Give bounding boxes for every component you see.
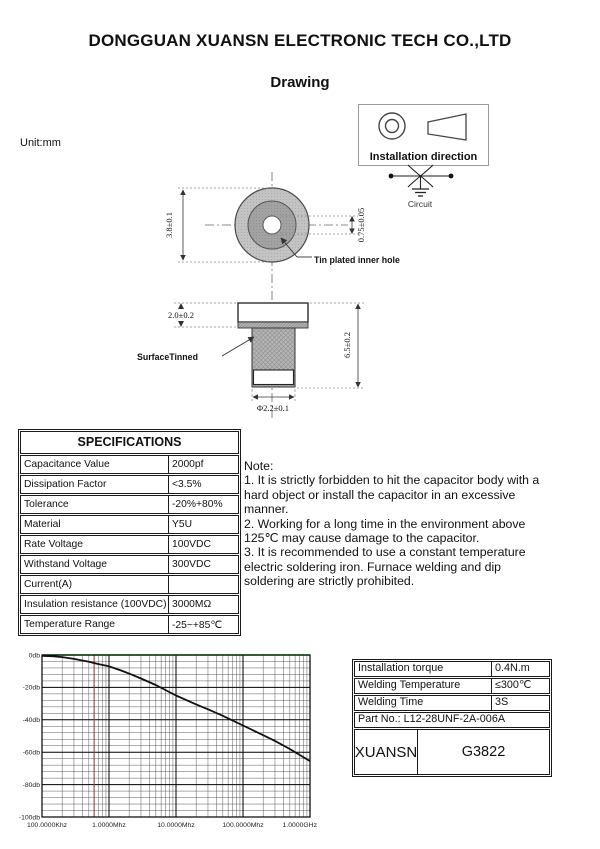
company-title: DONGGUAN XUANSN ELECTRONIC TECH CO.,LTD (88, 31, 512, 50)
table-row: Welding Time 3S (354, 695, 550, 711)
table-row: Current(A) (20, 575, 239, 594)
capacitor-technical-drawing (130, 100, 490, 422)
table-row: Insulation resistance (100VDC) 3000MΩ (20, 595, 239, 614)
table-row: Capacitance Value 2000pf (20, 455, 239, 474)
note-title: Note: (244, 459, 274, 473)
specifications-title: SPECIFICATIONS (20, 431, 239, 454)
unit-label: Unit:mm (20, 137, 61, 149)
axis-tick-label: 100.0000Khz (27, 822, 68, 829)
note-line: 1. It is strictly forbidden to hit the capacitor body with a (244, 473, 540, 488)
axis-tick-label: -60db (22, 749, 40, 757)
svg-text:6.5±0.2: 6.5±0.2 (342, 332, 352, 358)
circuit-label: Circuit (407, 199, 433, 209)
specifications-table (18, 429, 241, 636)
brand-name: XUANSN (355, 730, 418, 774)
table-row: Installation torque 0.4N.m (354, 661, 550, 677)
dim-body-diameter (252, 389, 295, 413)
surface-tinned-label: SurfaceTinned (137, 352, 198, 362)
page-title: Drawing (270, 74, 330, 91)
side-view (238, 303, 308, 387)
note-line: soldering are strictly prohibited. (244, 574, 415, 589)
axis-tick-label: -40db (22, 717, 40, 725)
top-view (235, 188, 309, 262)
installation-direction-label: Installation direction (369, 151, 478, 163)
table-row: Temperature Range -25~+85℃ (20, 615, 239, 634)
model-number: G3822 (461, 744, 506, 760)
table-row: Welding Temperature ≤300℃ (354, 678, 550, 694)
note-line: 2. Working for a long time in the environment above (244, 516, 526, 531)
note-block (244, 459, 600, 589)
circuit-symbol (389, 165, 454, 209)
note-line: 3. It is recommended to use a constant temperature (244, 545, 526, 560)
axis-tick-label: 1.0000GHz (282, 822, 317, 829)
table-row: Rate Voltage 100VDC (20, 535, 239, 554)
axis-tick-label: -20db (22, 684, 40, 692)
svg-text:Φ2.2±0.1: Φ2.2±0.1 (256, 403, 290, 413)
note-line: 125℃ may cause damage to the capacitor. (244, 531, 480, 546)
dim-cap-height (168, 303, 236, 327)
brand-row (354, 729, 550, 775)
table-row: Material Y5U (20, 515, 239, 534)
svg-text:2.0±0.2: 2.0±0.2 (168, 310, 194, 320)
axis-tick-label: 1.0000Mhz (92, 822, 126, 829)
axis-tick-label: 0db (28, 652, 40, 660)
attenuation-frequency-chart (6, 646, 326, 836)
axis-tick-label: -80db (22, 781, 40, 789)
axis-tick-label: -100db (18, 814, 40, 822)
table-row: Withstand Voltage 300VDC (20, 555, 239, 574)
surface-tinned-leader (137, 337, 254, 362)
svg-text:3.8±0.1: 3.8±0.1 (164, 212, 174, 238)
note-line: electric soldering iron. Furnace welding and dip (244, 559, 502, 574)
axis-tick-label: 10.0000Mhz (157, 822, 195, 829)
part-number-row: Part No.: L12-28UNF-2A-006A (354, 712, 550, 728)
table-row: Tolerance -20%+80% (20, 495, 239, 514)
parameters-table (352, 659, 552, 777)
table-row: Dissipation Factor <3.5% (20, 475, 239, 494)
svg-text:0.75±0.05: 0.75±0.05 (356, 207, 366, 243)
axis-tick-label: 100.0000Mhz (222, 822, 264, 829)
tin-plated-label: Tin plated inner hole (314, 255, 400, 265)
note-line: manner. (244, 502, 289, 517)
note-line: hard object or install the capacitor in an excessive (244, 487, 516, 502)
